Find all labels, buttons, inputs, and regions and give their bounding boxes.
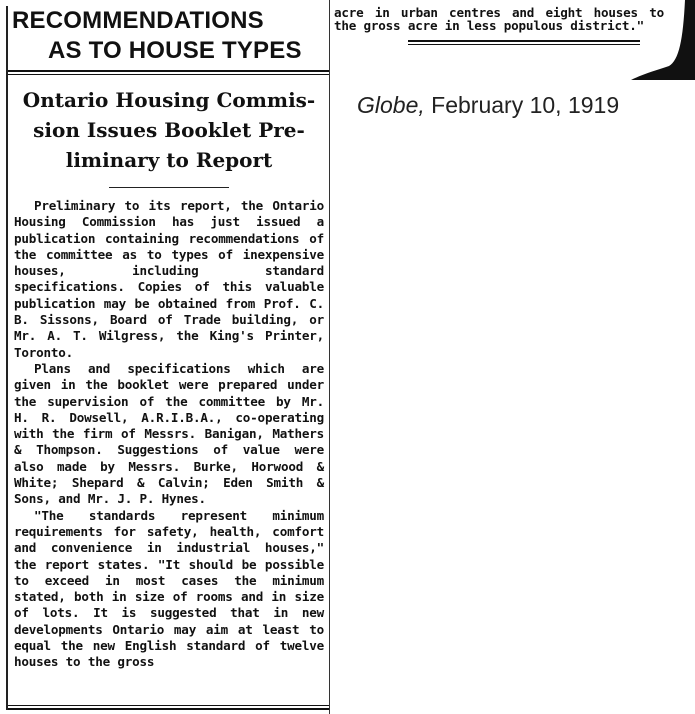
article-column — [6, 6, 330, 710]
subhead-line-3: liminary to Report — [65, 148, 273, 172]
bottom-rule — [8, 705, 330, 710]
subhead-line-1: Ontario Housing Commis- — [22, 88, 316, 112]
caption-source: Globe, — [357, 92, 425, 118]
headline-rule — [8, 70, 330, 75]
continuation-rule — [408, 40, 640, 45]
paragraph-3: "The standards represent minimum requirements for safety, health, comfort and convenience in industrial houses," the report states. "It should be possible to exceed in most cases the minimum stated, both in size of rooms and in size of lots. It is suggested that in new developments Ontario may aim at least to equal the new English standard of twelve houses to the gross — [14, 507, 324, 670]
paragraph-2: Plans and specifications which are given in the booklet were prepared under the supervision of the committee by Mr. H. R. Dowsell, A.R.I.B.A., co-operating with the firm of Messrs. Banigan, Mathers & Thompson. Suggestions of value were also made by Messrs. Burke, Horwood & White; Shepard & Calvin; Eden Smith & Sons, and Mr. J. P. Hynes. — [14, 360, 324, 507]
subhead-line-2: sion Issues Booklet Pre- — [33, 118, 305, 142]
column-divider — [329, 0, 330, 714]
subheadline — [8, 85, 330, 175]
source-caption — [357, 90, 692, 120]
headline-line-1: RECOMMENDATIONS — [12, 7, 264, 34]
article-body — [8, 198, 330, 671]
paragraph-1: Preliminary to its report, the Ontario Housing Commission has just issued a publication containing recommendations of the committee as to types of inexpensive houses, including standard specifications. Copies of this valuable publication may be obtained from Prof. C. B. Sissons, Board of Trade building, or Mr. A. T. Wilgress, the King's Printer, Toronto. — [14, 198, 324, 360]
subhead-rule — [109, 187, 229, 188]
continuation-text: acre in urban centres and eight houses to the gross acre in less populous district." — [334, 5, 664, 33]
scan-edge-shadow — [613, 0, 695, 80]
headline-line-2: AS TO HOUSE TYPES — [48, 37, 302, 64]
headline — [8, 6, 330, 66]
caption-date: February 10, 1919 — [424, 92, 620, 118]
